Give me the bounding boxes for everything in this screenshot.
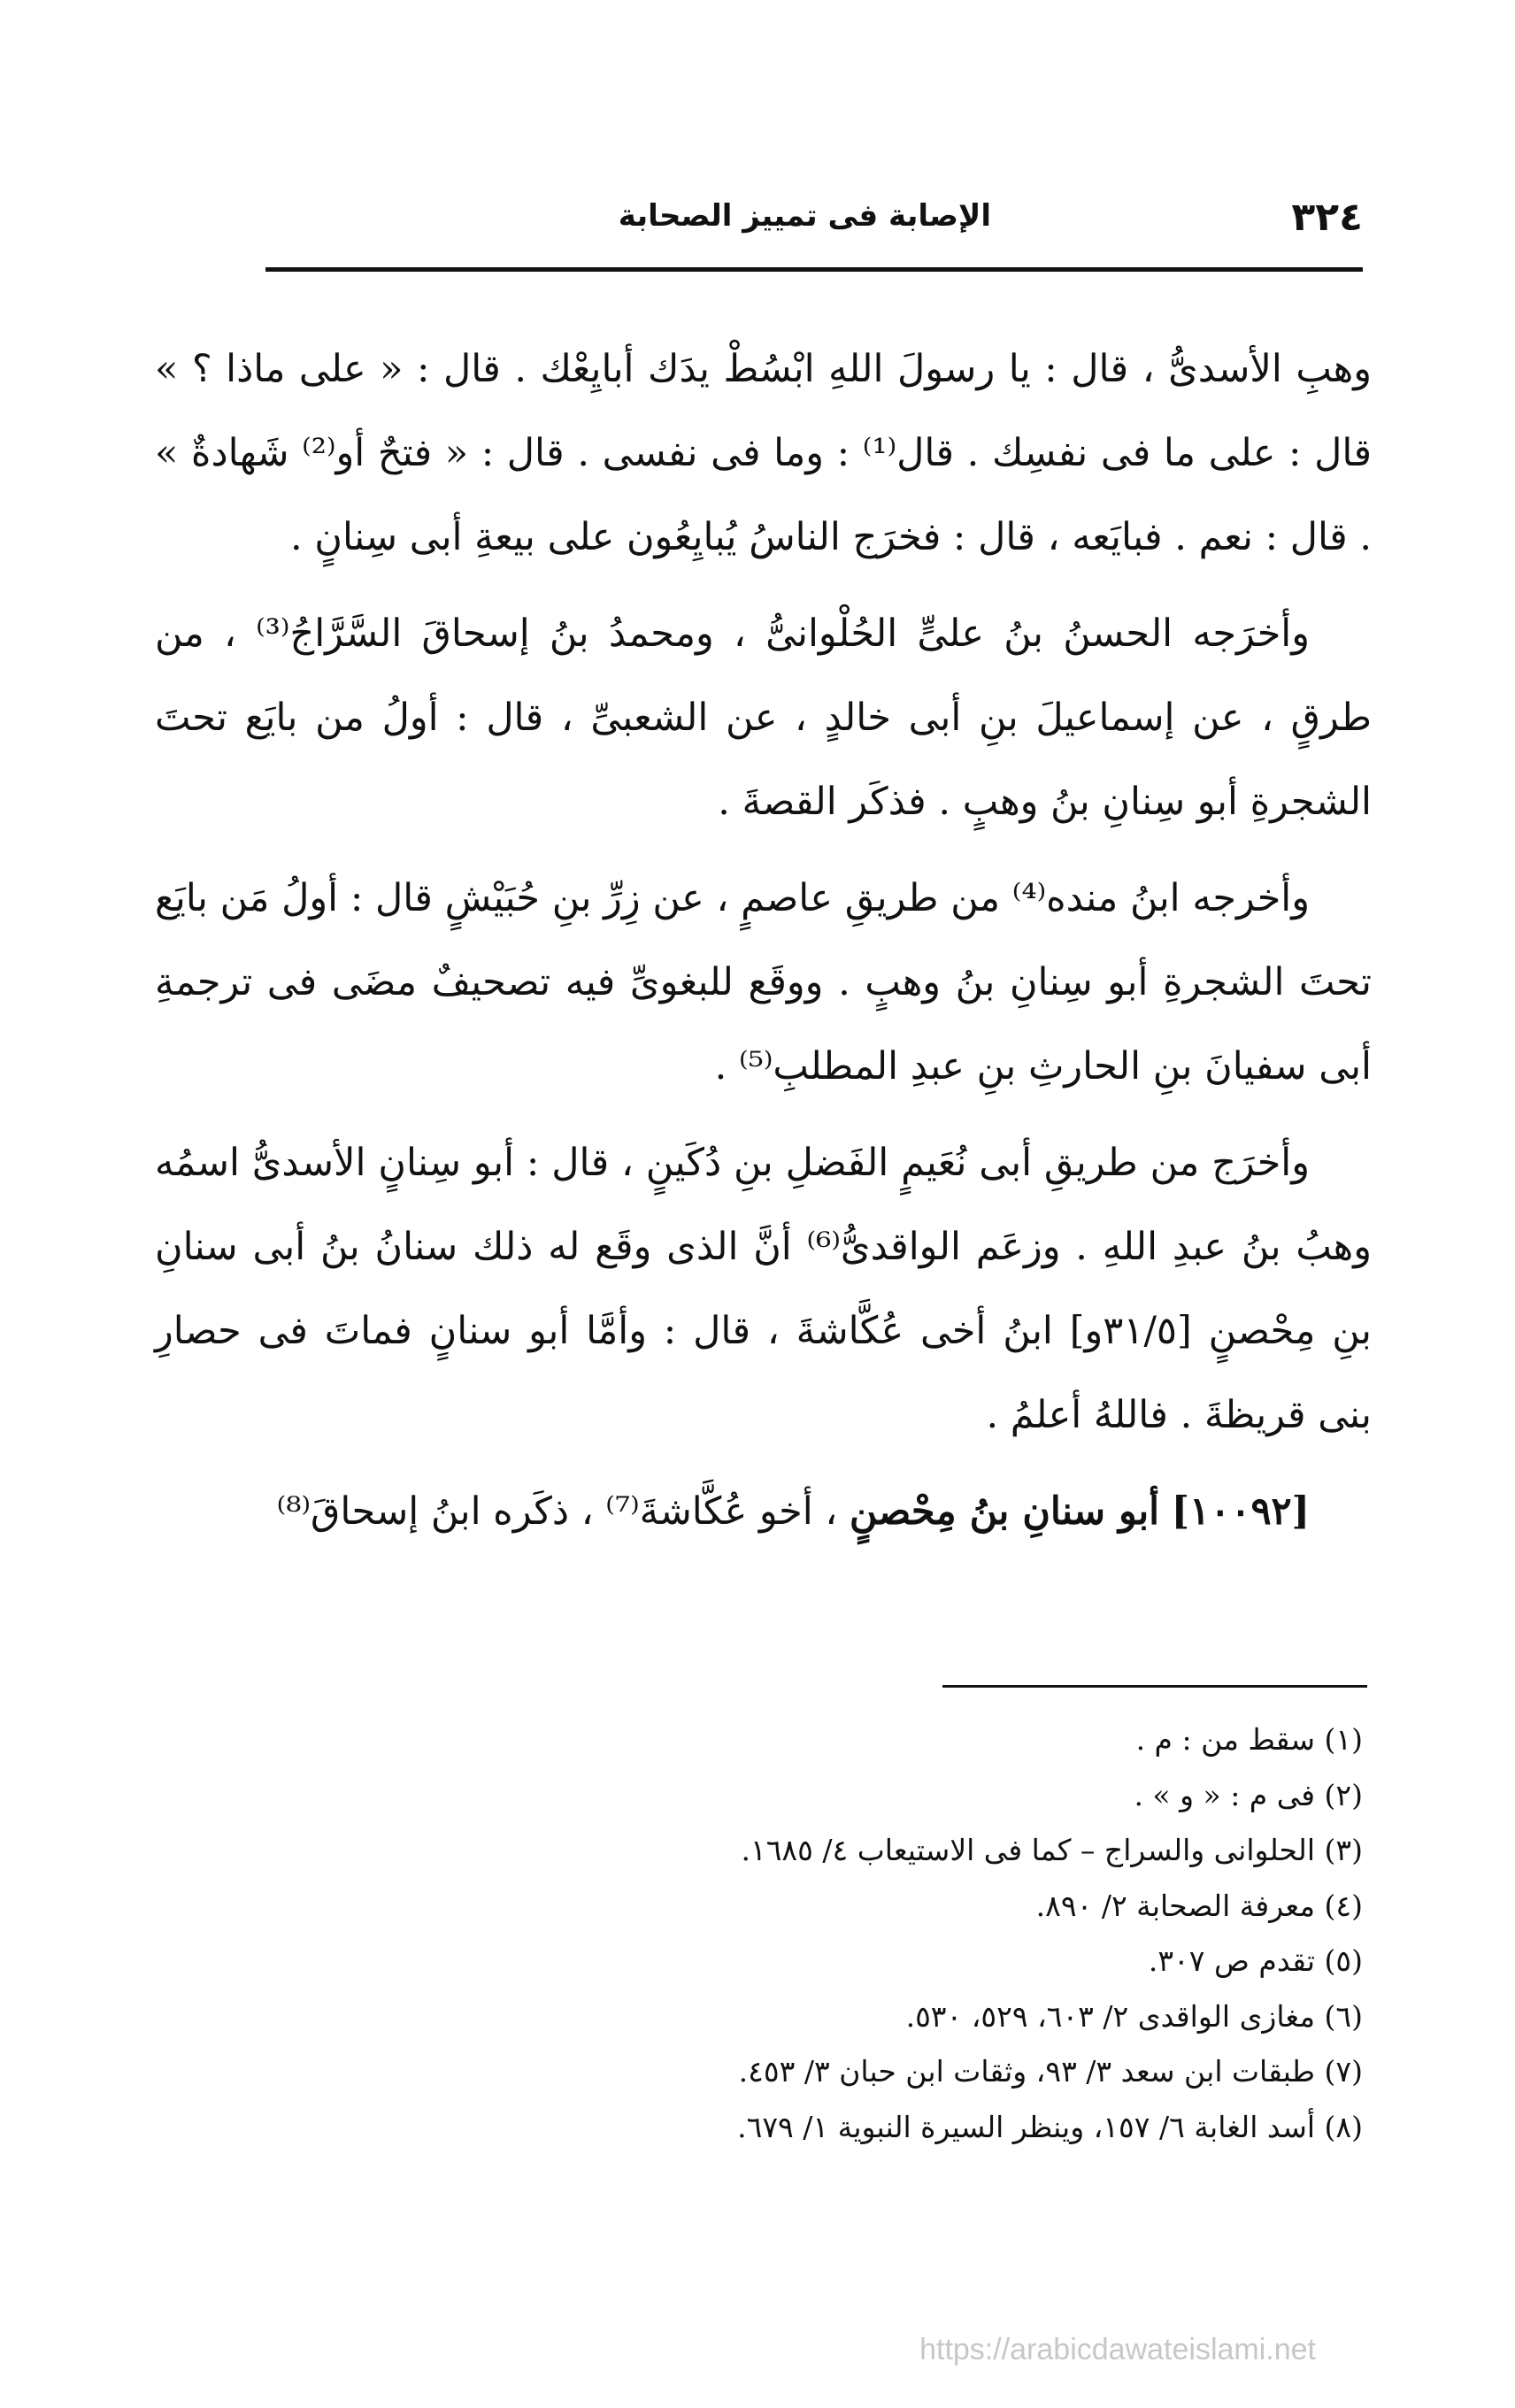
footnote-4: (٤) معرفة الصحابة ٢/ ٨٩٠. xyxy=(1035,1888,1363,1923)
footnote-6: (٦) مغازى الواقدى ٢/ ٦٠٣، ٥٢٩، ٥٣٠. xyxy=(905,1998,1363,2034)
footnote-5: (٥) تقدم ص ٣٠٧. xyxy=(1148,1943,1363,1978)
paragraph-1: وهبِ الأسدىُّ ، قال : يا رسولَ اللهِ ابْسُطْ يدَك أبايِعْك . قال : « على ماذا ؟ » قال : على ما فى نفسِك . قال⁽¹⁾ : وما فى نفسى . قال : « فتحٌ أو⁽²⁾ شَهادةٌ » . قال : نعم . فبايَعه ، قال : فخرَج الناسُ يُبايِعُون على بيعةِ أبى سِنانٍ . xyxy=(155,347,1373,559)
footnote-rule xyxy=(942,1685,1367,1688)
paragraph-3: وأخرجه ابنُ منده⁽⁴⁾ من طريقِ عاصمٍ ، عن زِرِّ بنِ حُبَيْشٍ قال : أولُ مَن بايَع تحتَ الشجرةِ أبو سِنانِ بنُ وهبٍ . ووقَع للبغوىِّ فيه تصحيفٌ مضَى فى ترجمةِ أبى سفيانَ بنِ الحارثِ بنِ عبدِ المطلبِ⁽⁵⁾ . xyxy=(155,876,1372,1089)
paragraph-2: وأخرَجه الحسنُ بنُ علىٍّ الحُلْوانىُّ ، ومحمدُ بنُ إسحاقَ السَّرَّاجُ⁽³⁾ ، من طرقٍ ، عن إسماعيلَ بنِ أبى خالدٍ ، عن الشعبىِّ ، قال : أولُ من بايَع تحتَ الشجرةِ أبو سِنانِ بنُ وهبٍ . فذكَر القصةَ . xyxy=(155,612,1372,824)
footnotes xyxy=(265,1712,1363,2155)
entry-heading xyxy=(155,1470,1372,1554)
page-header xyxy=(265,195,1363,248)
paragraph-4: وأخرَج من طريقِ أبى نُعَيمٍ الفَضلِ بنِ دُكَينٍ ، قال : أبو سِنانٍ الأسدىُّ اسمُه وهبُ بنُ عبدِ اللهِ . وزعَم الواقدىُّ⁽⁶⁾ أنَّ الذى وقَع له ذلك سنانُ بنُ أبى سنانِ بنِ مِحْصنٍ [٣١/٥و] ابنُ أخى عُكَّاشةَ ، قال : وأمَّا أبو سنانٍ فماتَ فى حصارِ بنى قريظةَ . فاللهُ أعلمُ . xyxy=(155,1141,1372,1437)
footnote-1: (١) سقط من : م . xyxy=(1135,1722,1363,1757)
main-text xyxy=(155,327,1372,1566)
footnote-8: (٨) أسد الغابة ٦/ ١٥٧، وينظر السيرة النبوية ١/ ٦٧٩. xyxy=(737,2109,1363,2144)
header-rule xyxy=(265,267,1363,272)
entry-number: [١٠٠٩٢] xyxy=(1171,1489,1310,1534)
running-title: الإصابة فى تمييز الصحابة xyxy=(618,198,991,234)
entry-name: أبو سنانِ بنُ مِحْصنٍ xyxy=(849,1489,1160,1534)
page-number: ٣٢٤ xyxy=(1291,195,1363,240)
watermark-url: https://arabicdawateislami.net xyxy=(919,2333,1316,2366)
entry-text: ، أخو عُكَّاشةَ⁽⁷⁾ ، ذكَره ابنُ إسحاقَ⁽⁸⁾ xyxy=(276,1489,838,1534)
footnote-2: (٢) فى م : « و » . xyxy=(1134,1777,1363,1812)
footnote-7: (٧) طبقات ابن سعد ٣/ ٩٣، وثقات ابن حبان ٣/ ٤٥٣. xyxy=(738,2054,1363,2089)
footnote-3: (٣) الحلوانى والسراج – كما فى الاستيعاب ٤/ ١٦٨٥. xyxy=(741,1833,1363,1867)
